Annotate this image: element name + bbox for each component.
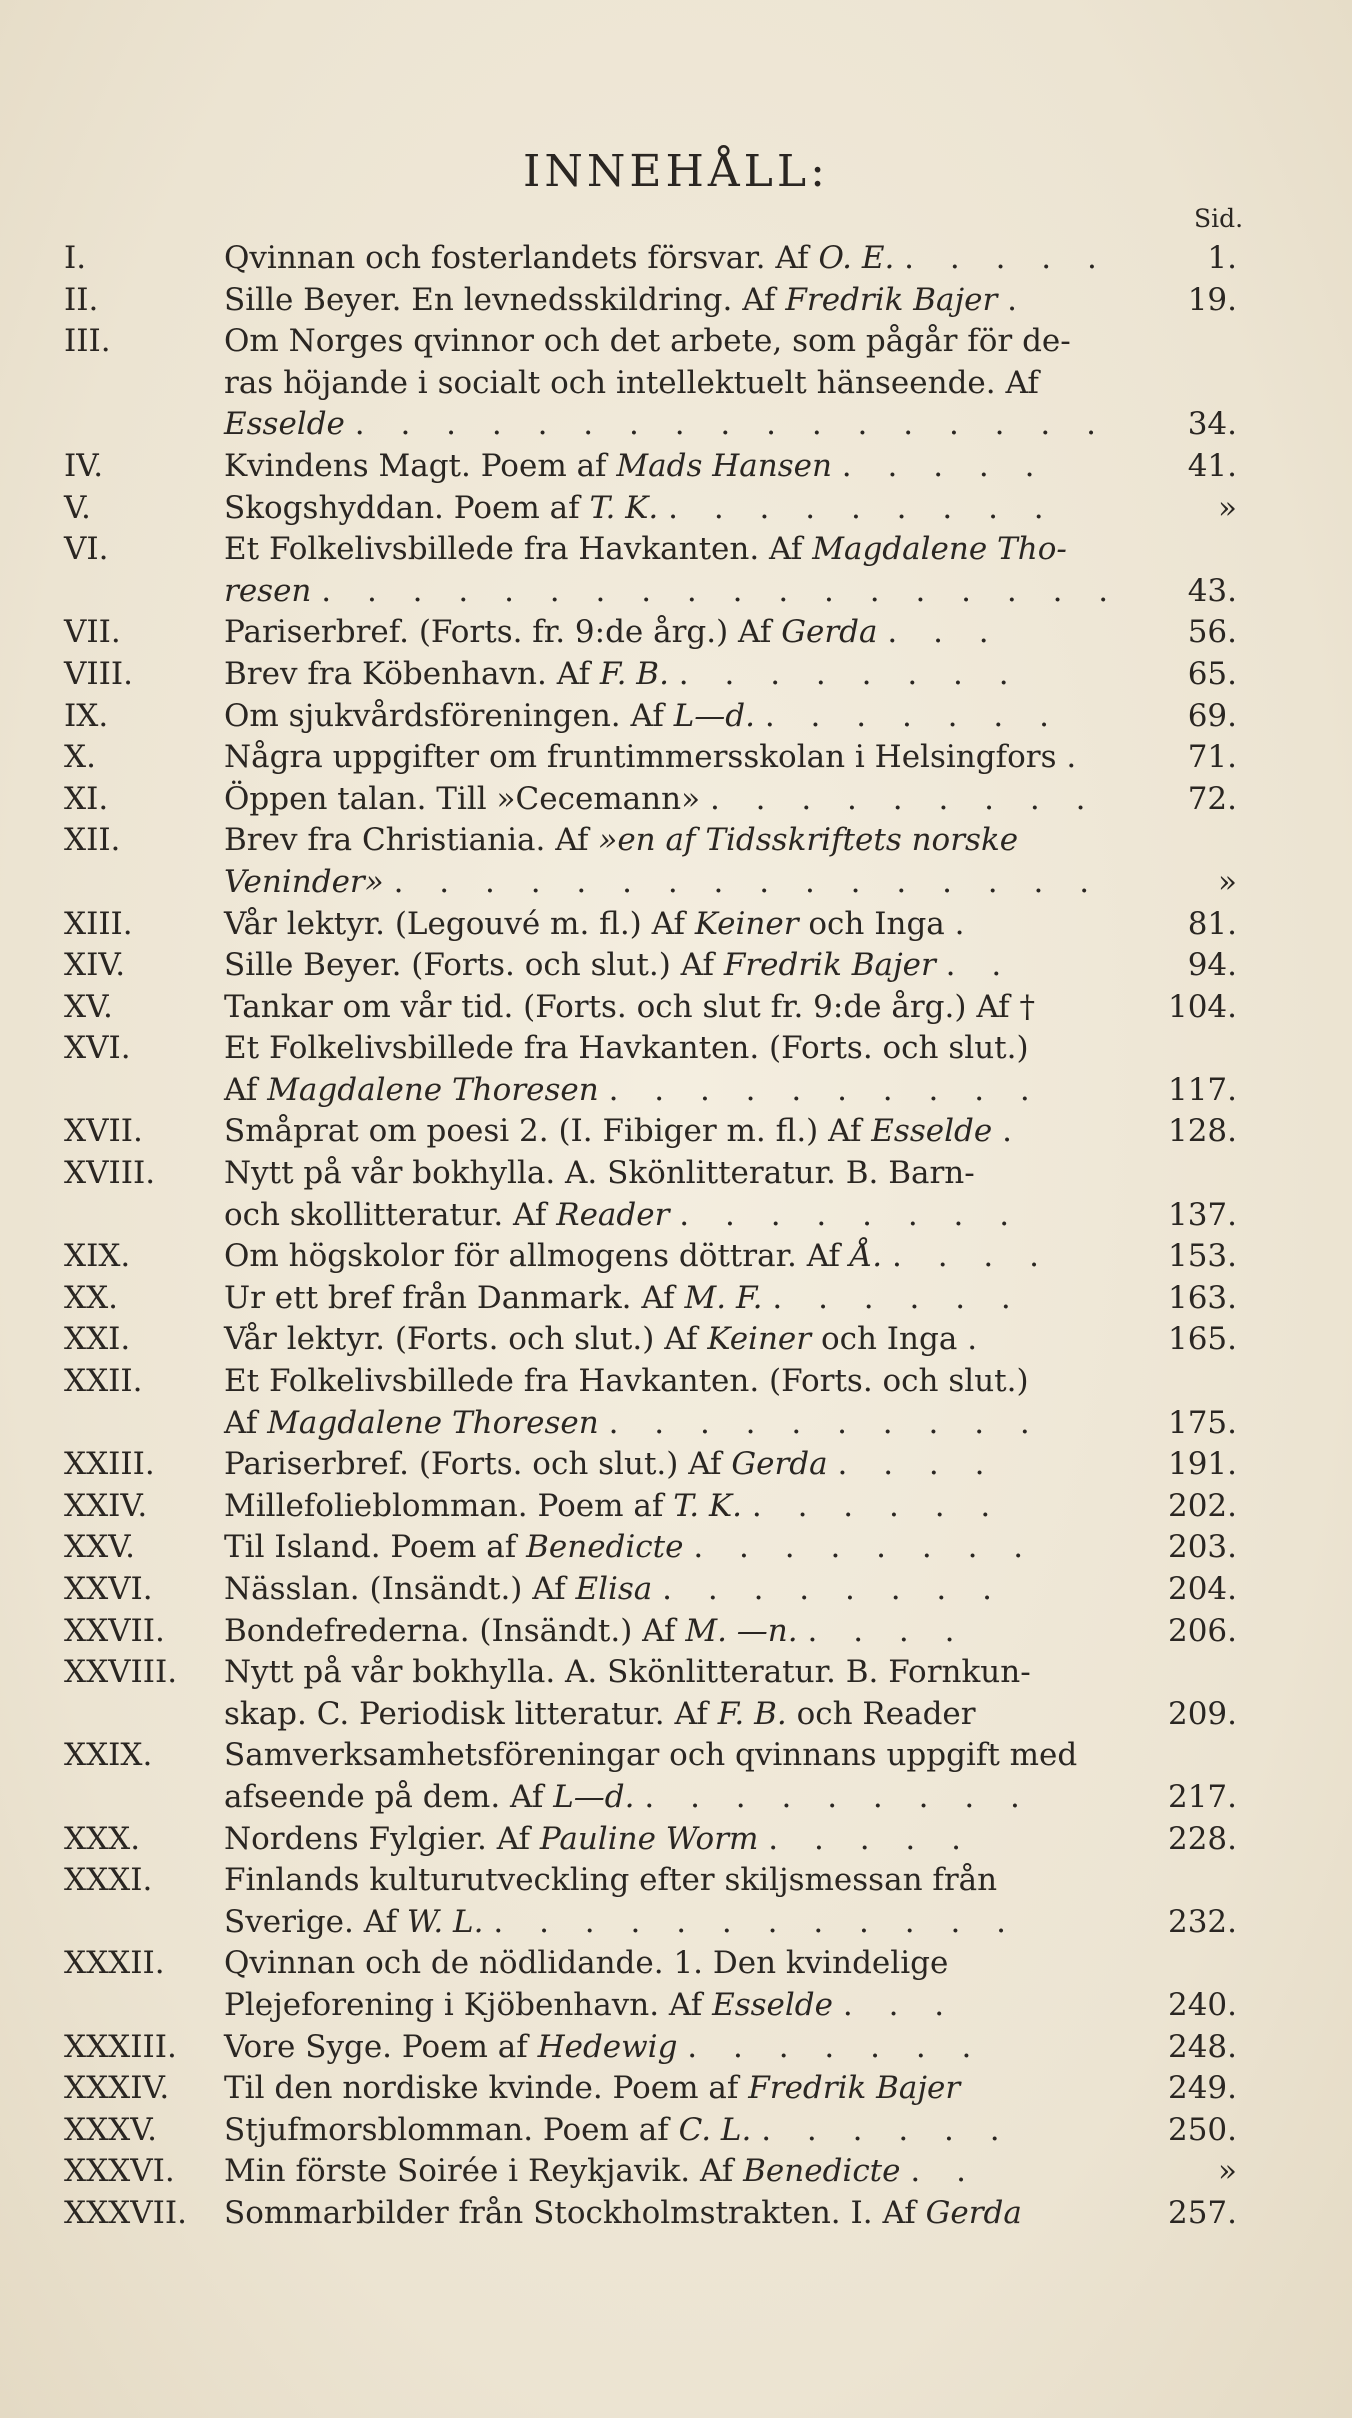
toc-leader-dots: . . . . . . . . . . . . . . . . [393,863,1103,900]
toc-leader-dots: . [954,905,978,942]
toc-entry-number: XVIII. [64,1155,156,1192]
toc-entry-title: Brev fra Köbenhavn. Af [224,655,591,692]
toc-entry-title: Til Island. Poem af [224,1529,517,1566]
toc-line [0,1361,1352,1403]
toc-line [0,945,1352,987]
toc-entry-title: Vår lektyr. (Legouvé m. fl.) Af [224,905,685,942]
toc-leader-dots: . . . . . . . . . . . . . . . . . [354,406,1109,443]
toc-entry-number: IV. [64,447,104,484]
toc-entry-author: Veninder» [224,863,384,900]
toc-line [0,2151,1352,2193]
toc-entry-author: Esselde [871,1113,993,1150]
toc-entry-title: Min förste Soirée i Reykjavik. Af [224,2153,734,2190]
toc-entry-text [224,2110,1013,2152]
toc-entry-text [224,1611,967,1653]
toc-entry-title: afseende på dem. Af [224,1778,544,1815]
toc-page-number: 69. [1187,697,1237,734]
toc-leader-dots: . . . [842,1986,958,2023]
toc-leader-dots: . . . . [807,1612,968,1649]
toc-leader-dots: . . . . . [768,1820,974,1857]
toc-entry-text [224,1819,974,1861]
toc-entry-author: Esselde [224,406,345,443]
toc-entry-number: XX. [64,1279,118,1316]
toc-entry-number: XIV. [64,947,126,984]
toc-line [0,2068,1352,2110]
toc-entry-title: Af [224,1071,258,1108]
toc-line [0,2193,1352,2235]
toc-entry-text [224,2068,960,2110]
toc-page-number: 191. [1167,1446,1237,1483]
toc-entry-title: Sverige. Af [224,1903,398,1940]
toc-entry-text [224,571,1121,613]
toc-entry-author: F. B. [599,655,669,692]
toc-page-number: 56. [1187,614,1237,651]
toc-page-number: 248. [1167,2028,1237,2065]
toc-entry-title: Brev fra Christiania. Af [224,822,589,859]
toc-line [0,1236,1352,1278]
toc-leader-dots: . . . . . [841,447,1048,484]
toc-line [0,987,1352,1029]
toc-entry-number: II. [64,281,99,318]
toc-entry-title: Af [224,1404,258,1441]
toc-entry-text [224,1444,997,1486]
toc-entry-text [224,1735,1077,1777]
toc-entry-author: O. E. [818,240,895,276]
toc-entry-author: Benedicte [526,1529,684,1566]
toc-leader-dots: . . [945,947,1015,984]
toc-line [0,779,1352,821]
toc-entry-title: Sille Beyer. En levnedsskildring. Af [224,281,776,318]
toc-entry-number: XXXIII. [64,2028,177,2065]
toc-entry-title: Et Folkelivsbillede fra Havkanten. Af [224,531,803,568]
toc-line [0,862,1352,904]
toc-entry-text [224,612,1002,654]
toc-line [0,1611,1352,1653]
toc-entry-text [224,987,1035,1029]
toc-page-number: 202. [1167,1487,1237,1524]
toc-entry-number: XXXV. [64,2111,158,2148]
toc-entry-title: Qvinnan och fosterlandets försvar. Af [224,240,809,276]
toc-leader-dots: . . . . . . . . . [668,489,1057,526]
toc-leader-dots: . . . [887,614,1002,651]
toc-page-number: 228. [1167,1820,1237,1857]
toc-entry-title: Skogshyddan. Poem af [224,489,580,526]
toc-page-number: 165. [1167,1321,1237,1358]
toc-entry-number: XXVII. [64,1612,165,1649]
toc-entry-text [224,1694,976,1736]
toc-leader-dots: . . . . . . . . . [644,1778,1033,1815]
toc-leader-dots: . [1002,1113,1025,1150]
toc-entry-author: Gerda [925,2194,1022,2231]
toc-line [0,1777,1352,1819]
toc-entry-text [224,1569,1005,1611]
toc-entry-author: Elisa [575,1571,653,1607]
table-of-contents [0,238,1352,2235]
toc-entry-author: L—d. [673,697,755,734]
toc-page-number: 34. [1187,406,1237,443]
toc-entry-text [224,862,1102,904]
toc-line [0,1403,1352,1445]
toc-entry-text [224,945,1014,987]
toc-entry-author: resen [224,572,312,609]
toc-entry-author: Keiner [694,905,799,942]
toc-entry-text [224,1860,997,1902]
toc-entry-text [224,904,978,946]
toc-page-number: 94. [1187,947,1237,984]
toc-entry-title: Pariserbref. (Forts. fr. 9:de årg.) Af [224,614,772,651]
toc-leader-dots: . . . . [837,1446,998,1483]
toc-entry-author: F. B. [717,1695,787,1732]
toc-leader-dots: . . . . . . . . [693,1529,1037,1566]
toc-entry-number: XIII. [64,905,133,942]
toc-page-number: 1. [1207,240,1237,276]
toc-entry-title: Nytt på vår bokhylla. A. Skönlitteratur. B. Barn- [224,1155,975,1192]
toc-page-number: 217. [1167,1778,1237,1815]
toc-entry-number: VIII. [64,655,133,692]
toc-entry-author: Å. [849,1238,883,1275]
toc-page-number: 240. [1167,1986,1237,2023]
toc-page-number: 209. [1167,1695,1237,1732]
toc-leader-dots: . . . . . . . . [679,1196,1023,1233]
toc-line [0,1195,1352,1237]
toc-line [0,1943,1352,1985]
toc-entry-text [224,446,1047,488]
toc-entry-title: ras höjande i socialt och intellektuelt hänseende. Af [224,364,1039,401]
toc-line [0,1278,1352,1320]
toc-entry-author: Gerda [731,1446,828,1483]
toc-page-number: 81. [1187,905,1237,942]
toc-entry-title: Kvindens Magt. Poem af [224,447,607,484]
toc-line [0,1985,1352,2027]
toc-entry-text [224,404,1109,446]
toc-page-number: » [1218,2153,1237,2190]
toc-entry-number: XXIV. [64,1487,148,1524]
toc-line [0,1527,1352,1569]
toc-entry-number: XIX. [64,1238,131,1275]
toc-entry-author: Fredrik Bajer [748,2070,961,2107]
toc-line [0,321,1352,363]
toc-leader-dots: . . . . . . . [764,697,1062,734]
toc-entry-text [224,1527,1036,1569]
toc-entry-number: XXIII. [64,1446,155,1483]
toc-leader-dots: . . . . . . . . [662,1571,1005,1607]
toc-entry-author: Hedewig [537,2028,678,2065]
toc-leader-dots: . . . . . . [761,2111,1013,2148]
toc-entry-text [224,737,1089,779]
toc-entry-title: Om Norges qvinnor och det arbete, som pågår för de- [224,323,1071,360]
toc-entry-number: XXII. [64,1363,143,1400]
toc-line [0,1486,1352,1528]
toc-page-number: » [1218,863,1237,900]
toc-entry-text [224,1070,1043,1112]
page-title: INNEHÅLL: [523,146,829,197]
toc-entry-number: XXXII. [64,1945,165,1982]
toc-entry-title: Om sjukvårdsföreningen. Af [224,697,664,734]
toc-entry-text [224,1195,1022,1237]
toc-entry-author: Fredrik Bajer [785,281,998,318]
toc-entry-title: och skollitteratur. Af [224,1196,547,1233]
toc-entry-text [224,1361,1029,1403]
toc-page-number: 43. [1187,572,1237,609]
toc-page-number: 72. [1187,780,1237,817]
toc-entry-text [224,696,1062,738]
toc-page-number: 19. [1187,281,1237,318]
toc-line [0,280,1352,322]
toc-entry-number: VI. [64,531,109,568]
toc-page-number: 128. [1167,1113,1237,1150]
toc-leader-dots: . . . . . . . [687,2028,985,2065]
toc-entry-number: III. [64,323,111,360]
toc-leader-dots: . . . . [891,1238,1052,1275]
toc-page-number: 175. [1167,1404,1237,1441]
toc-entry-text [224,1777,1033,1819]
toc-entry-author: Benedicte [743,2153,901,2190]
toc-entry-author: T. K. [673,1487,743,1524]
toc-entry-text [224,1902,1019,1944]
toc-entry-number: XVI. [64,1030,131,1067]
toc-entry-author: Magdalene Thoresen [267,1404,599,1441]
toc-line [0,2027,1352,2069]
toc-entry-number: XI. [64,780,109,817]
toc-leader-dots: . . . . . . . . [678,655,1022,692]
toc-line [0,571,1352,613]
toc-page-number: 71. [1187,739,1237,776]
toc-entry-text [224,820,1018,862]
toc-page-number: 137. [1167,1196,1237,1233]
toc-entry-text [224,363,1039,405]
toc-entry-text [224,2027,984,2069]
toc-entry-title: Sille Beyer. (Forts. och slut.) Af [224,947,714,984]
toc-entry-number: XII. [64,822,121,859]
toc-page-number: 117. [1167,1071,1237,1108]
toc-entry-title: Qvinnan och de nödlidande. 1. Den kvindelige [224,1945,949,1982]
toc-entry-text [224,321,1071,363]
toc-line [0,529,1352,571]
toc-leader-dots: . [1007,281,1031,318]
toc-leader-dots: . . . . . . [772,1279,1024,1316]
toc-entry-author: M. —n. [685,1612,798,1649]
toc-entry-title: Ur ett bref från Danmark. Af [224,1279,675,1316]
toc-entry-text [224,1028,1029,1070]
toc-entry-author: »en af Tidsskriftets norske [598,822,1019,859]
toc-entry-number: XXVIII. [64,1654,178,1691]
toc-entry-number: IX. [64,697,109,734]
toc-page-number: 163. [1167,1279,1237,1316]
toc-entry-author: Esselde [712,1986,833,2023]
toc-entry-text [224,779,1098,821]
toc-entry-text [224,1403,1043,1445]
toc-entry-text [224,2193,1022,2235]
toc-entry-coauthor: och Inga [820,1321,958,1358]
toc-entry-author: Keiner [707,1321,812,1358]
toc-line [0,1111,1352,1153]
toc-entry-title: Vår lektyr. (Forts. och slut.) Af [224,1321,698,1358]
toc-leader-dots: . . . . . . . . . . . . [493,1903,1020,1940]
toc-entry-title: Til den nordiske kvinde. Poem af [224,2070,739,2107]
toc-entry-title: Småprat om poesi 2. (I. Fibiger m. fl.) Af [224,1113,862,1150]
toc-entry-number: I. [64,240,87,276]
toc-entry-number: XXI. [64,1321,131,1358]
toc-page-number: 104. [1167,988,1237,1025]
toc-entry-text [224,280,1030,322]
toc-line [0,1860,1352,1902]
toc-line [0,654,1352,696]
toc-line [0,1652,1352,1694]
toc-entry-text [224,1278,1024,1320]
toc-entry-number: XXXI. [64,1862,153,1899]
toc-entry-coauthor: och Reader [796,1695,976,1732]
toc-entry-title: Nässlan. (Insändt.) Af [224,1571,566,1607]
toc-entry-author: Mads Hansen [616,447,832,484]
toc-leader-dots: . [967,1321,991,1358]
toc-entry-author: L—d. [553,1778,635,1815]
toc-line [0,238,1352,280]
toc-line [0,1444,1352,1486]
toc-entry-number: XVII. [64,1113,143,1150]
toc-line [0,1569,1352,1611]
toc-entry-text [224,238,1110,280]
toc-entry-number: VII. [64,614,121,651]
toc-entry-text [224,1652,1031,1694]
toc-entry-number: XXV. [64,1529,135,1566]
toc-entry-title: Om högskolor för allmogens döttrar. Af [224,1238,841,1275]
toc-leader-dots: . . . . . . . . . . . . . . . . . . [321,572,1122,609]
toc-entry-author: Fredrik Bajer [723,947,936,984]
toc-leader-dots: . . . . . . . . . . [608,1404,1043,1441]
toc-entry-title: Finlands kulturutveckling efter skiljsmessan från [224,1862,998,1899]
toc-entry-text [224,1486,1003,1528]
toc-entry-title: Millefolieblomman. Poem af [224,1487,664,1524]
toc-page-number: 206. [1167,1612,1237,1649]
toc-line [0,1153,1352,1195]
toc-leader-dots: . . . . . . [751,1487,1004,1524]
toc-entry-text [224,1236,1052,1278]
toc-line [0,737,1352,779]
toc-page-number: 65. [1187,655,1237,692]
toc-entry-author: Pauline Worm [539,1820,759,1857]
toc-entry-text [224,2151,979,2193]
toc-entry-title: Nytt på vår bokhylla. A. Skönlitteratur. B. Fornkun- [224,1654,1031,1691]
toc-line [0,404,1352,446]
toc-entry-coauthor: och Inga [808,905,945,942]
toc-line [0,363,1352,405]
toc-leader-dots: . . . . . . . . . . [608,1071,1043,1108]
toc-line [0,2110,1352,2152]
toc-entry-title: Några uppgifter om fruntimmersskolan i Helsingfors [224,739,1057,776]
toc-entry-title: Tankar om vår tid. (Forts. och slut fr. 9:de årg.) Af † [224,988,1035,1025]
toc-page-number: 257. [1167,2194,1237,2231]
toc-entry-title: Nordens Fylgier. Af [224,1820,531,1857]
toc-entry-title: Plejeforening i Kjöbenhavn. Af [224,1986,703,2023]
toc-page-number: 153. [1167,1238,1237,1275]
toc-line [0,612,1352,654]
toc-entry-number: XXXIV. [64,2070,170,2107]
toc-entry-text [224,1985,957,2027]
toc-entry-text [224,488,1057,530]
toc-entry-title: Öppen talan. Till »Cecemann» [224,780,701,817]
toc-entry-title: Bondefrederna. (Insändt.) Af [224,1612,676,1649]
toc-entry-text [224,529,1067,571]
toc-entry-number: XXXVI. [64,2153,175,2190]
toc-entry-author: Magdalene Thoresen [267,1071,599,1108]
toc-entry-number: XV. [64,988,113,1025]
toc-entry-title: Et Folkelivsbillede fra Havkanten. (Forts. och slut.) [224,1030,1029,1067]
toc-line [0,446,1352,488]
toc-line [0,820,1352,862]
toc-entry-author: W. L. [406,1903,484,1940]
toc-line [0,1028,1352,1070]
toc-line [0,1819,1352,1861]
toc-entry-author: Reader [556,1196,670,1233]
toc-entry-text [224,1943,948,1985]
toc-line [0,488,1352,530]
toc-entry-text [224,654,1022,696]
toc-entry-number: X. [64,739,96,776]
toc-entry-number: XXX. [64,1820,141,1857]
toc-line [0,904,1352,946]
toc-entry-author: Magdalene Tho- [812,531,1067,568]
toc-page-number: 249. [1167,2070,1237,2107]
toc-leader-dots: . [1066,739,1090,776]
toc-leader-dots: . . . . . . . . . [709,780,1099,817]
toc-line [0,696,1352,738]
toc-line [0,1319,1352,1361]
toc-entry-number: V. [64,489,91,526]
toc-page-number: 250. [1167,2111,1237,2148]
page-column-label: Sid. [1194,204,1244,233]
toc-entry-author: Gerda [781,614,878,651]
toc-entry-title: Pariserbref. (Forts. och slut.) Af [224,1446,722,1483]
toc-entry-number: XXIX. [64,1737,153,1774]
toc-entry-text [224,1111,1025,1153]
toc-entry-author: C. L. [678,2111,752,2148]
toc-entry-text [224,1153,975,1195]
toc-leader-dots: . . [910,2153,979,2190]
toc-entry-title: skap. C. Periodisk litteratur. Af [224,1695,708,1732]
toc-entry-number: XXXVII. [64,2194,187,2231]
toc-entry-number: XXVI. [64,1571,153,1607]
toc-entry-text [224,1319,990,1361]
toc-line [0,1694,1352,1736]
toc-entry-title: Samverksamhetsföreningar och qvinnans uppgift med [224,1737,1078,1774]
toc-entry-title: Stjufmorsblomman. Poem af [224,2111,669,2148]
toc-page-number: 41. [1187,447,1237,484]
toc-page-number: 204. [1167,1571,1237,1607]
toc-entry-author: T. K. [589,489,659,526]
toc-page-number: » [1218,489,1237,526]
toc-entry-author: M. F. [684,1279,763,1316]
toc-line [0,1735,1352,1777]
toc-entry-title: Et Folkelivsbillede fra Havkanten. (Forts. och slut.) [224,1363,1029,1400]
toc-entry-title: Sommarbilder från Stockholmstrakten. I. Af [224,2194,916,2231]
toc-line [0,1070,1352,1112]
toc-line [0,1902,1352,1944]
toc-page-number: 232. [1167,1903,1237,1940]
toc-page-number: 203. [1167,1529,1237,1566]
toc-entry-title: Vore Syge. Poem af [224,2028,528,2065]
toc-leader-dots: . . . . . [904,240,1110,276]
